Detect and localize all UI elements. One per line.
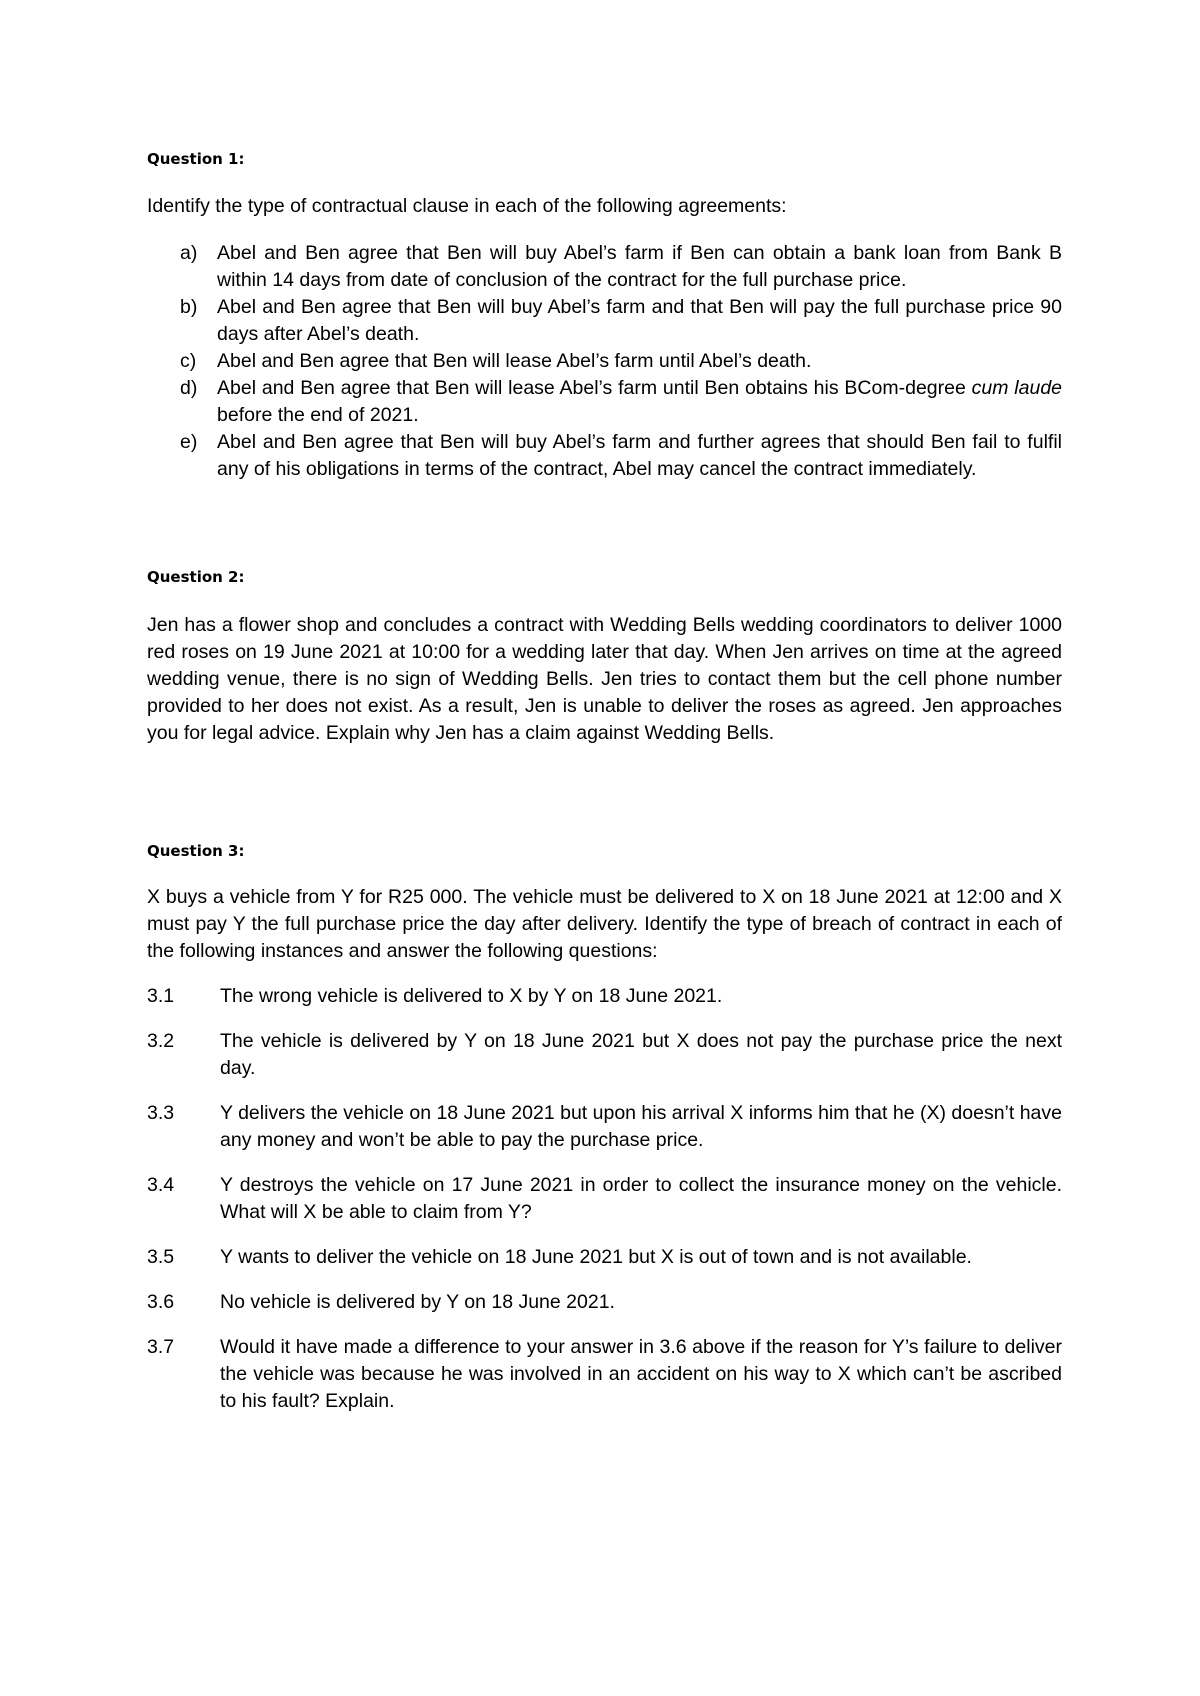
list-item-text: Abel and Ben agree that Ben will buy Abel’s farm if Ben can obtain a bank loan from Bank B within 14 days from date of conclusion of the contract for the full purchase price. [217,242,1062,291]
list-item [147,1334,1062,1415]
item-number: 3.1 [147,985,175,1007]
list-item [147,294,1062,348]
question-2-heading: Question 2: [147,568,245,586]
question-1-intro: Identify the type of contractual clause in each of the following agreements: [147,195,787,217]
list-item [147,1100,1062,1154]
list-marker: a) [180,242,198,264]
list-item-text: Abel and Ben agree that Ben will buy Abel’s farm and further agrees that should Ben fail to fulfil any of his obligations in terms of the contract, Abel may cancel the contract immediately. [217,431,1062,480]
question-3-intro: X buys a vehicle from Y for R25 000. The vehicle must be delivered to X on 18 June 2021 at 12:00 and X must pay Y the full purchase price the day after delivery. Identify the type of breach of contract in each of the following instances and answer the following questions: [147,886,1062,962]
list-item-text: Y destroys the vehicle on 17 June 2021 in order to collect the insurance money on the vehicle. What will X be able to claim from Y? [220,1174,1062,1223]
item-number: 3.4 [147,1174,175,1196]
list-item [147,348,1062,375]
item-number: 3.3 [147,1102,175,1124]
question-2-body: Jen has a flower shop and concludes a contract with Wedding Bells wedding coordinators to deliver 1000 red roses on 19 June 2021 at 10:00 for a wedding later that day. When Jen arrives on time at the agreed wedding venue, there is no sign of Wedding Bells. Jen tries to contact them but the cell phone number provided to her does not exist. As a result, Jen is unable to deliver the roses as agreed. Jen approaches you for legal advice. Explain why Jen has a claim against Wedding Bells. [147,614,1062,744]
item-number: 3.5 [147,1246,175,1268]
item-number: 3.6 [147,1291,175,1313]
list-item-text: The wrong vehicle is delivered to X by Y on 18 June 2021. [220,985,723,1007]
list-item [147,1244,1062,1271]
list-item [147,1172,1062,1226]
item-number: 3.2 [147,1030,175,1052]
list-item-text: The vehicle is delivered by Y on 18 June 2021 but X does not pay the purchase price the next day. [220,1030,1062,1079]
italic-latin-phrase: cum laude [971,377,1063,399]
list-item-text: No vehicle is delivered by Y on 18 June 2021. [220,1291,615,1313]
question-1-list [147,240,1062,483]
question-1-heading: Question 1: [147,150,245,168]
question-3-heading: Question 3: [147,842,245,860]
list-item-text: Y wants to deliver the vehicle on 18 June 2021 but X is out of town and is not available. [220,1246,972,1268]
list-marker: c) [180,350,197,372]
list-marker: d) [180,377,198,399]
list-item-text-continued: before the end of 2021. [217,404,419,426]
item-number: 3.7 [147,1336,175,1358]
list-marker: e) [180,431,198,453]
list-item [147,429,1062,483]
list-item [147,1289,1062,1316]
list-item [147,240,1062,294]
list-item [147,375,1062,429]
list-item-text: Abel and Ben agree that Ben will buy Abel’s farm and that Ben will pay the full purchase price 90 days after Abel’s death. [217,296,1062,345]
list-marker: b) [180,296,198,318]
question-3-list [147,983,1062,1415]
list-item-text: Y delivers the vehicle on 18 June 2021 but upon his arrival X informs him that he (X) doesn’t have any money and won’t be able to pay the purchase price. [220,1102,1062,1151]
list-item-text: Abel and Ben agree that Ben will lease Abel’s farm until Abel’s death. [217,350,812,372]
list-item [147,983,1062,1010]
list-item-text: Abel and Ben agree that Ben will lease Abel’s farm until Ben obtains his BCom-degree [217,377,972,399]
list-item [147,1028,1062,1082]
list-item-text: Would it have made a difference to your answer in 3.6 above if the reason for Y’s failure to deliver the vehicle was because he was involved in an accident on his way to X which can’t be ascribed to his fault? Explain. [220,1336,1062,1412]
